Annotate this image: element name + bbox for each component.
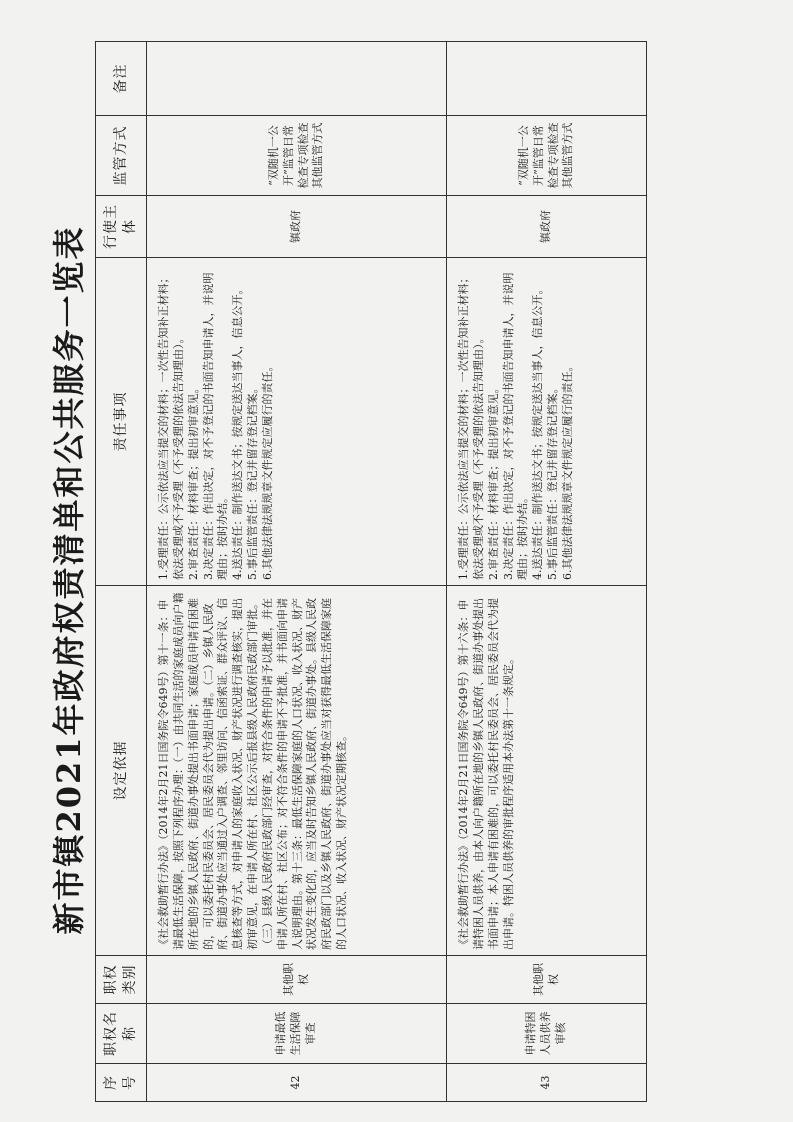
duty-line: 5.事后监管责任：登记并留存登记档案。: [546, 382, 560, 580]
header-basis: 设定依据: [96, 586, 147, 956]
cell-supervision: “双随机一公开”监管日常检查专项检查其他监管方式: [147, 116, 447, 196]
cell-name: 申请特困人员供养审核: [447, 1004, 647, 1064]
header-remark: 备注: [96, 42, 147, 116]
cell-duty: [447, 258, 647, 586]
duty-line: 6.其他法律法规规章文件规定应履行的责任。: [260, 360, 274, 580]
cell-name: 申请最低生活保障审查: [147, 1004, 447, 1064]
duty-line: 5.事后监管责任：登记并留存登记档案。: [246, 382, 260, 580]
page-title: 新市镇2021年政府权责清单和公共服务一览表: [50, 225, 88, 935]
table-row: [447, 42, 647, 1102]
cell-category: 其他职权: [447, 956, 647, 1004]
cell-supervision: “双随机一公开”监管日常检查专项检查其他监管方式: [447, 116, 647, 196]
header-supervision: 监管方式: [96, 116, 147, 196]
duty-line: 3.决定责任：作出决定，对不予登记的书面告知申请人，并说明理由；按时办结。: [201, 272, 230, 580]
rotated-table-container: [95, 42, 640, 1102]
cell-basis: 《社会救助暂行办法》（2014年2月21日国务院令649号）第十一条：申请最低生活保障，按照下列程序办理：（一）由共同生活的家庭成员向户籍所在地的乡镇人民政府、街道办事处提出书面申请；家庭成员申请有困难的，可以委托村民委员会、居民委员会代为提出申请。（二）乡镇人民政府、街道办事处应当通过入户调查、邻里访问、信函索证、群众评议、信息核查等方式，对申请人的家庭收入状况、财产状况进行调查核实，提出初审意见，在申请人所在村、社区公示后报县级人民政府民政部门审批。（三）县级人民政府民政部门经审查，对符合条件的申请予以批准，并在申请人所在村、社区公布；对不符合条件的申请不予批准，并书面向申请人说明理由。第十三条：最低生活保障家庭的人口状况、收入状况、财产状况发生变化的，应当及时告知乡镇人民政府、街道办事处。县级人民政府民政部门以及乡镇人民政府、街道办事处应当对获得最低生活保障家庭的人口状况、收入状况、财产状况定期核查。: [147, 586, 447, 956]
cell-basis: 《社会救助暂行办法》（2014年2月21日国务院令649号）第十六条：申请特困人员供养，由本人向户籍所在地的乡镇人民政府、街道办事处提出书面申请；本人申请有困难的，可以委托村民委员会、居民委员会代为提出申请。特困人员供养的审批程序适用本办法第十一条规定。: [447, 586, 647, 956]
duty-line: 2.审查责任：材料审查；提出初审意见。: [486, 382, 500, 580]
header-subject: 行使主体: [96, 196, 147, 258]
header-name: 职权名称: [96, 1004, 147, 1064]
header-category: 职权类别: [96, 956, 147, 1004]
cell-remark: [447, 42, 647, 116]
duty-line: 3.决定责任：作出决定，对不予登记的书面告知申请人，并说明理由；按时办结。: [501, 272, 530, 580]
duty-line: 1.受理责任：公示依法应当提交的材料；一次性告知补正材料；依法受理或不予受理（不予受理的依法告知理由）。: [157, 272, 185, 580]
duty-line: 4.送达责任：制作送达文书；按规定送达当事人，信息公开。: [231, 283, 245, 580]
duty-line: 1.受理责任：公示依法应当提交的材料；一次性告知补正材料；依法受理或不予受理（不予受理的依法告知理由）。: [457, 272, 485, 580]
cell-remark: [147, 42, 447, 116]
duty-line: 2.审查责任：材料审查；提出初审意见。: [186, 382, 200, 580]
duty-line: 4.送达责任：制作送达文书；按规定送达当事人，信息公开。: [531, 283, 545, 580]
table-row: [147, 42, 447, 1102]
cell-subject: 镇政府: [447, 196, 647, 258]
cell-category: 其他职权: [147, 956, 447, 1004]
cell-no: 43: [447, 1064, 647, 1102]
cell-duty: [147, 258, 447, 586]
header-duty: 责任事项: [96, 258, 147, 586]
responsibility-table: [95, 41, 647, 1102]
header-no: 序号: [96, 1064, 147, 1102]
header-row: [96, 42, 147, 1102]
duty-line: 6.其他法律法规规章文件规定应履行的责任。: [560, 360, 574, 580]
cell-subject: 镇政府: [147, 196, 447, 258]
cell-no: 42: [147, 1064, 447, 1102]
